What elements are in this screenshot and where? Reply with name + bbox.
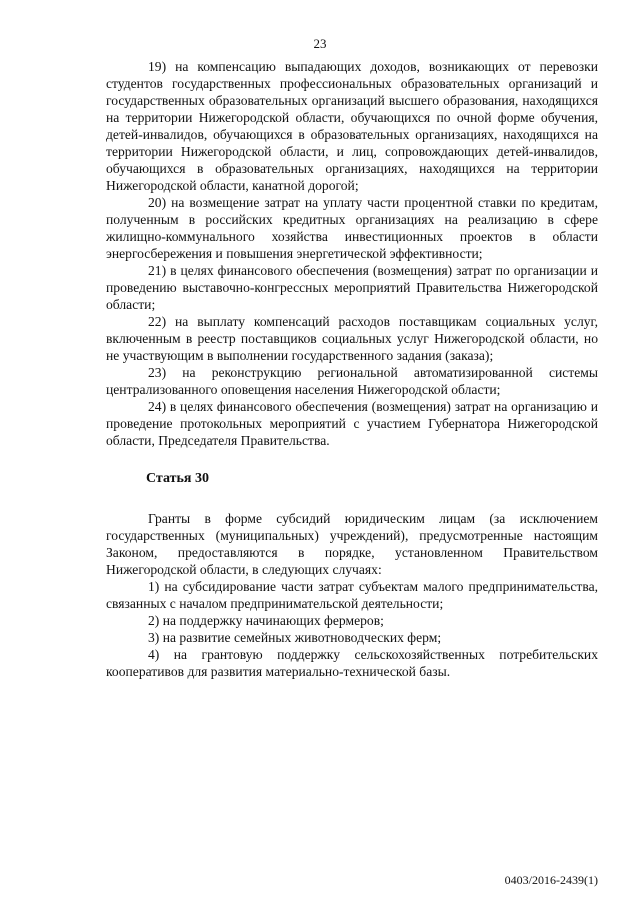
article-intro: Гранты в форме субсидий юридическим лицам (за исключением государственных (муниципальных) учреждений), предусмотренные настоящим Законом, предоставляются в порядке, установленном Правительством Нижегородской области, в следующих случаях: bbox=[106, 511, 598, 577]
list-item-23: 23) на реконструкцию региональной автоматизированной системы централизованного оповещения населения Нижегородской области; bbox=[106, 365, 598, 397]
article-item-2: 2) на поддержку начинающих фермеров; bbox=[148, 613, 384, 628]
article-item-3: 3) на развитие семейных животноводческих ферм; bbox=[148, 630, 442, 645]
page-number: 23 bbox=[313, 36, 327, 51]
list-item-22: 22) на выплату компенсаций расходов поставщикам социальных услуг, включенным в реестр поставщиков социальных услуг Нижегородской области, но не участвующим в выполнении государственного задания (заказа); bbox=[106, 314, 598, 363]
article-item-4: 4) на грантовую поддержку сельскохозяйственных потребительских кооперативов для развития материально-технической базы. bbox=[106, 647, 598, 679]
article-title: Статья 30 bbox=[146, 471, 209, 486]
list-item-20: 20) на возмещение затрат на уплату части процентной ставки по кредитам, полученным в российских кредитных организациях на реализацию в сфере жилищно-коммунального хозяйства инвестиционных проектов в области энергосбережения и повышения энергетической эффективности; bbox=[106, 195, 598, 261]
article-item-1: 1) на субсидирование части затрат субъектам малого предпринимательства, связанных с началом предпринимательской деятельности; bbox=[106, 579, 598, 611]
document-code: 0403/2016-2439(1) bbox=[504, 873, 598, 887]
list-item-19: 19) на компенсацию выпадающих доходов, возникающих от перевозки студентов государственных профессиональных образовательных организаций и государственных образовательных организаций высшего образования, находящихся на территории Нижегородской области, обучающихся по очной форме обучения, детей-инвалидов, обучающихся в образовательных организациях, находящихся на территории Нижегородской области, и лиц, сопровождающих детей-инвалидов, обучающихся в образовательных организациях, находящихся на территории Нижегородской области, канатной дорогой; bbox=[106, 59, 598, 193]
document-body bbox=[106, 58, 598, 680]
list-item-21: 21) в целях финансового обеспечения (возмещения) затрат по организации и проведению выставочно-конгрессных мероприятий Правительства Нижегородской области; bbox=[106, 263, 598, 312]
list-item-24: 24) в целях финансового обеспечения (возмещения) затрат на организацию и проведение протокольных мероприятий с участием Губернатора Нижегородской области, Председателя Правительства. bbox=[106, 399, 598, 448]
